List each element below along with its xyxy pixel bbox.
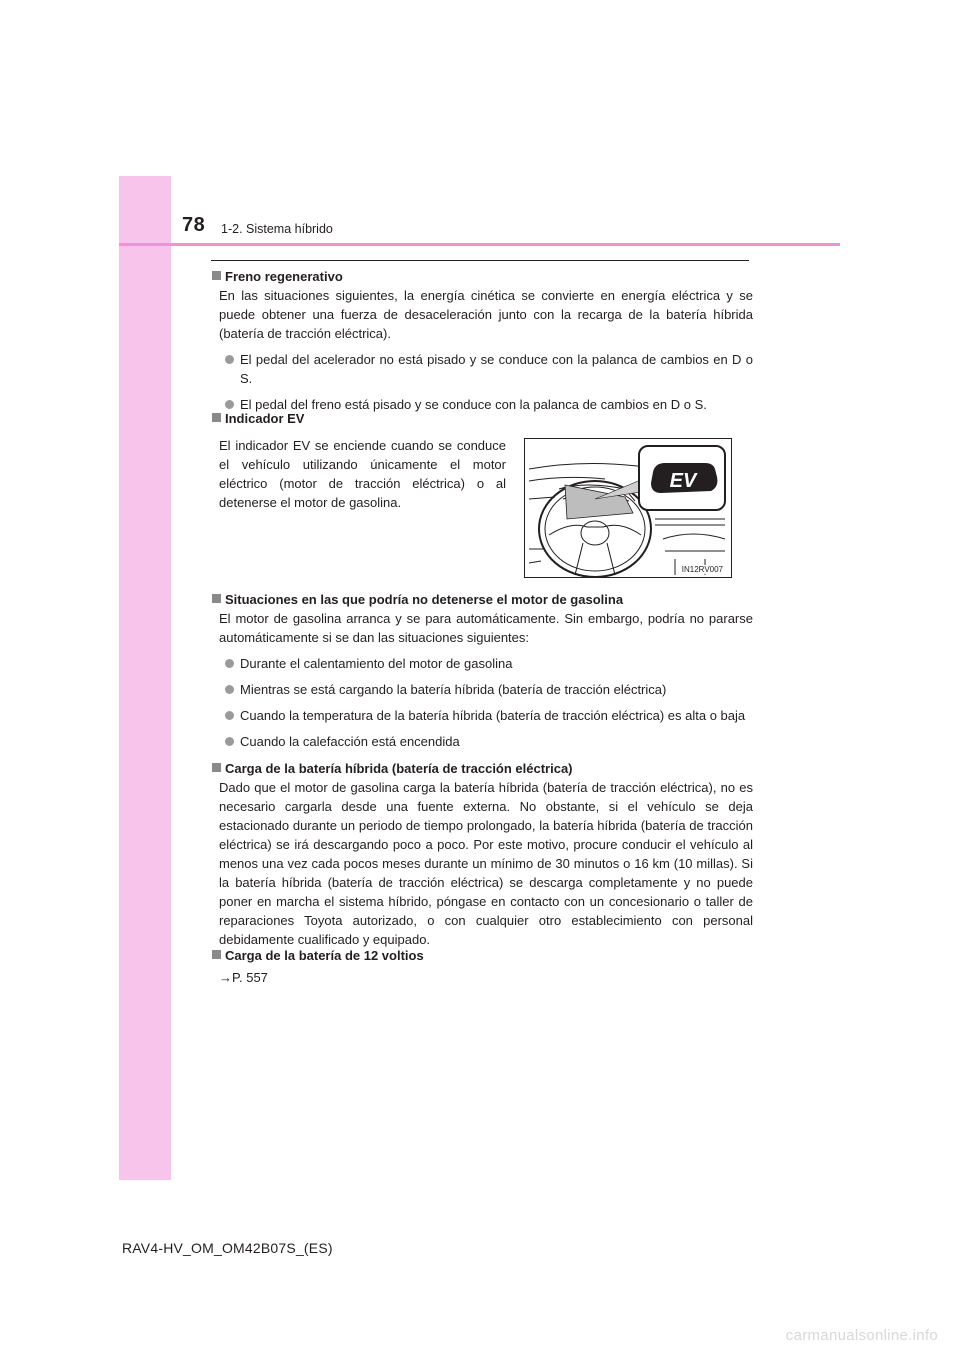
section-indicador-ev [211, 409, 753, 428]
circle-bullet-icon [225, 685, 234, 694]
section-paragraph: Dado que el motor de gasolina carga la batería híbrida (batería de tracción eléctrica), no es necesario cargarla desde una fuente externa. No obstante, si el vehículo se deja estacionado durante un periodo de tiempo prolongado, la batería híbrida (batería de tracción eléctrica) se irá descargando poco a poco. Por este motivo, procure conducir el vehículo al menos una vez cada pocos meses durante un mínimo de 30 minutos o 16 km (10 millas). Si la batería híbrida (batería de tracción eléctrica) se descarga completamente y no puede poner en marcha el sistema híbrido, póngase en contacto con un concesionario o taller de reparaciones Toyota autorizado, o con cualquier otro establecimiento con personal debidamente cualificado y equipado. [219, 780, 753, 947]
site-watermark: carmanualsonline.info [785, 1327, 938, 1344]
square-bullet-icon [212, 271, 221, 280]
circle-bullet-icon [225, 737, 234, 746]
section-situaciones [211, 590, 753, 751]
circle-bullet-icon [225, 711, 234, 720]
list-item: Mientras se está cargando la batería híbrida (batería de tracción eléctrica) [225, 680, 753, 699]
circle-bullet-icon [225, 355, 234, 364]
list-item: El pedal del acelerador no está pisado y se conduce con la palanca de cambios en D o S. [225, 350, 753, 388]
list-item: Durante el calentamiento del motor de gasolina [225, 654, 753, 673]
square-bullet-icon [212, 763, 221, 772]
section-paragraph: El motor de gasolina arranca y se para automáticamente. Sin embargo, podría no pararse automáticamente si se dan las situaciones siguientes: [219, 611, 753, 645]
figure-code: IN12RV007 [681, 565, 723, 574]
dashboard-drawing [525, 439, 732, 578]
ev-label: EV [669, 470, 697, 492]
side-tab-band [119, 176, 171, 1180]
header-rule [119, 243, 840, 246]
section-carga-bateria-hibrida [211, 759, 753, 949]
section-freno-regenerativo [211, 267, 753, 414]
list-item: Cuando la calefacción está encendida [225, 732, 753, 751]
page-reference-link[interactable]: →P. 557 [219, 970, 268, 985]
square-bullet-icon [212, 413, 221, 422]
section-heading: Situaciones en las que podría no detenerse el motor de gasolina [225, 592, 624, 607]
circle-bullet-icon [225, 659, 234, 668]
section-heading: Carga de la batería de 12 voltios [225, 948, 424, 963]
list-item: El pedal del freno está pisado y se conduce con la palanca de cambios en D o S. [225, 395, 753, 414]
section-heading: Indicador EV [225, 411, 305, 426]
square-bullet-icon [212, 594, 221, 603]
section-heading: Carga de la batería híbrida (batería de tracción eléctrica) [225, 761, 573, 776]
circle-bullet-icon [225, 400, 234, 409]
ev-indicator-illustration [524, 438, 732, 578]
section-carga-bateria-12v [211, 946, 753, 987]
square-bullet-icon [212, 950, 221, 959]
document-code: RAV4-HV_OM_OM42B07S_(ES) [122, 1240, 333, 1256]
section-paragraph: En las situaciones siguientes, la energía cinética se convierte en energía eléctrica y se puede obtener una fuerza de desaceleración junto con la recarga de la batería híbrida (batería de tracción eléctrica). [219, 288, 753, 341]
section-paragraph: El indicador EV se enciende cuando se conduce el vehículo utilizando únicamente el motor eléctrico (motor de tracción eléctrica) o al detenerse el motor de gasolina. [219, 438, 506, 510]
content-divider [211, 260, 749, 261]
section-title: 1-2. Sistema híbrido [221, 222, 333, 236]
section-heading: Freno regenerativo [225, 269, 343, 284]
list-item: Cuando la temperatura de la batería híbrida (batería de tracción eléctrica) es alta o baja [225, 706, 753, 725]
page-number: 78 [182, 214, 206, 236]
